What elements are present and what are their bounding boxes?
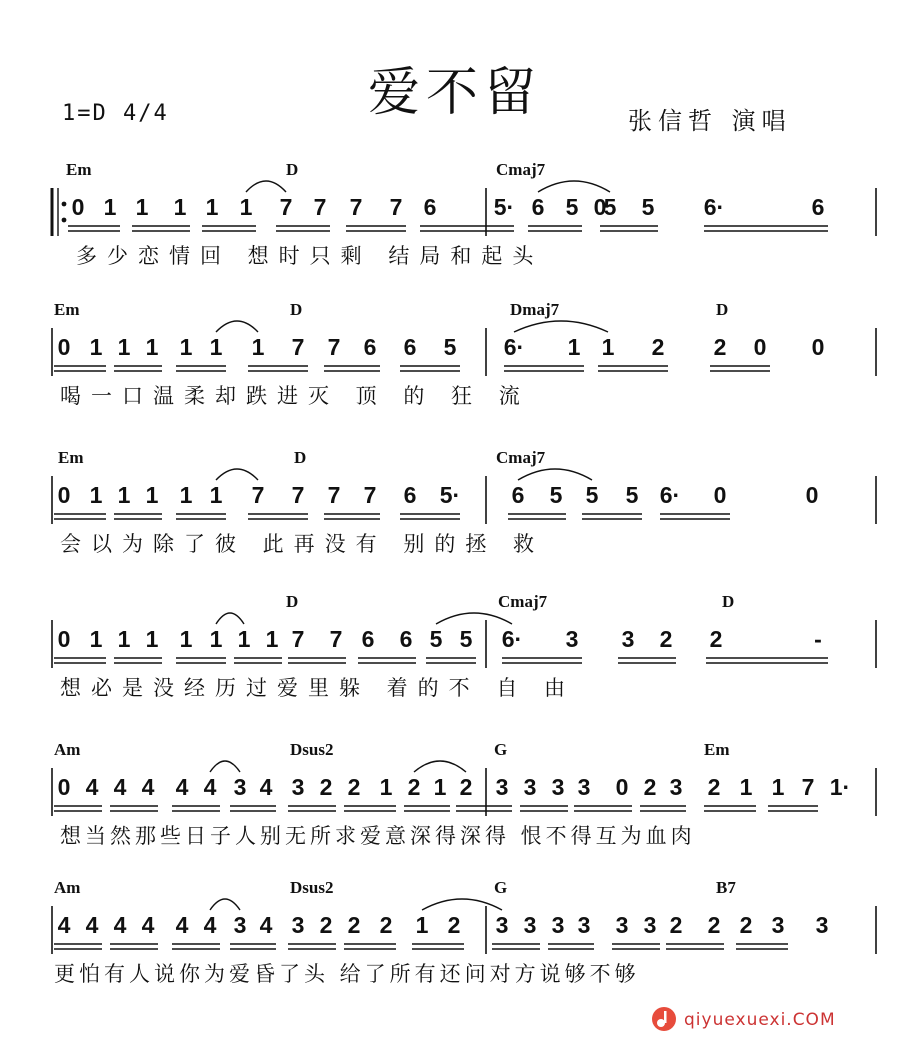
note: 3 xyxy=(523,912,537,938)
note: 3 xyxy=(291,774,305,800)
note: 1 xyxy=(179,334,193,360)
note: 2 xyxy=(651,334,665,360)
note: 2 xyxy=(319,912,333,938)
note: 5 xyxy=(429,626,443,652)
note: 6· xyxy=(503,334,525,360)
note: 4 xyxy=(85,774,99,800)
note: 1 xyxy=(601,334,615,360)
chord-symbol: Em xyxy=(704,740,730,759)
note: 2 xyxy=(713,334,727,360)
note: 2 xyxy=(739,912,753,938)
note: 2 xyxy=(447,912,461,938)
note: 3 xyxy=(643,912,657,938)
lyric-line: 多少恋情回 想时只剩 结局和起头 xyxy=(76,244,544,268)
note: 7 xyxy=(327,334,341,360)
note: 3 xyxy=(815,912,829,938)
chord-symbol: D xyxy=(722,592,735,611)
note: 7 xyxy=(291,626,305,652)
note: 2 xyxy=(347,912,361,938)
note: 6 xyxy=(511,482,525,508)
note: 3 xyxy=(233,912,247,938)
lyric-line: 喝一口温柔却跌进灭 顶 的 狂 流 xyxy=(60,384,530,408)
note: 5· xyxy=(493,194,515,220)
note: 1 xyxy=(237,626,251,652)
note: 4 xyxy=(259,774,273,800)
watermark-logo-icon xyxy=(650,1005,678,1033)
note: 1 xyxy=(415,912,429,938)
repeat-dot xyxy=(62,202,67,207)
note: 6 xyxy=(399,626,413,652)
lyric-line: 更怕有人说你为爱昏了头 给了所有还问对方说够不够 xyxy=(54,962,640,986)
note: 4 xyxy=(203,912,217,938)
note: 1 xyxy=(89,626,103,652)
repeat-dot xyxy=(62,218,67,223)
note: 7 xyxy=(329,626,343,652)
chord-symbol: Em xyxy=(66,160,92,179)
note: 0 xyxy=(753,334,767,360)
tie-arc xyxy=(216,613,244,624)
note: 0 xyxy=(71,194,85,220)
chord-symbol: G xyxy=(494,878,508,897)
note: 5· xyxy=(439,482,461,508)
note: 6· xyxy=(659,482,681,508)
tie-arc xyxy=(216,321,258,332)
tie-arc xyxy=(514,321,608,332)
chord-symbol: Cmaj7 xyxy=(496,160,546,179)
lyric-line: 想必是没经历过爱里躲 着的不 自 由 xyxy=(60,676,576,700)
note: 1 xyxy=(251,334,265,360)
key-signature: 1=D 4/4 xyxy=(62,101,169,126)
note: 0 xyxy=(57,334,71,360)
note: 4 xyxy=(203,774,217,800)
note: 7 xyxy=(291,482,305,508)
note: 3 xyxy=(551,774,565,800)
tie-arc xyxy=(210,899,240,910)
note: 2 xyxy=(319,774,333,800)
note: 1 xyxy=(89,482,103,508)
note: 6 xyxy=(403,334,417,360)
note: 3 xyxy=(565,626,579,652)
note: 2 xyxy=(643,774,657,800)
note: 2 xyxy=(459,774,473,800)
note: 1 xyxy=(209,626,223,652)
note: 1 xyxy=(739,774,753,800)
note: 1 xyxy=(209,482,223,508)
note: 5 xyxy=(565,194,579,220)
tie-arc xyxy=(422,899,502,910)
note: 6 xyxy=(423,194,437,220)
note: 6· xyxy=(703,194,725,220)
note: 3 xyxy=(577,774,591,800)
note: 7 xyxy=(327,482,341,508)
note: 1 xyxy=(239,194,253,220)
note: 5 xyxy=(443,334,457,360)
note: 3 xyxy=(621,626,635,652)
note: 1 xyxy=(173,194,187,220)
chord-symbol: Am xyxy=(54,878,81,897)
note: 1 xyxy=(433,774,447,800)
chord-symbol: Dsus2 xyxy=(290,878,334,897)
note: 4 xyxy=(85,912,99,938)
chord-symbol: Em xyxy=(54,300,80,319)
chord-symbol: D xyxy=(294,448,307,467)
tie-arc xyxy=(216,469,258,480)
chord-symbol: Dsus2 xyxy=(290,740,334,759)
watermark: qiyuexuexi.COM xyxy=(684,1010,836,1030)
note: 2 xyxy=(709,626,723,652)
note: 2 xyxy=(347,774,361,800)
note: 4 xyxy=(113,912,127,938)
note: 7 xyxy=(349,194,363,220)
lyric-line: 想当然那些日子人别无所求爱意深得深得 恨不得互为血肉 xyxy=(60,824,696,848)
lyric-line: 会以为除了彼 此再没有 别的拯 救 xyxy=(60,532,545,556)
note: 7 xyxy=(291,334,305,360)
singer-credit: 张信哲 演唱 xyxy=(628,107,792,135)
note: 2 xyxy=(707,912,721,938)
note: 0 xyxy=(57,482,71,508)
note: - xyxy=(814,626,822,652)
note: 6 xyxy=(811,194,825,220)
note: 1 xyxy=(89,334,103,360)
note: 1· xyxy=(829,774,851,800)
chord-symbol: Cmaj7 xyxy=(498,592,548,611)
note: 3 xyxy=(523,774,537,800)
note: 1 xyxy=(145,626,159,652)
note: 1 xyxy=(379,774,393,800)
chord-symbol: D xyxy=(286,592,299,611)
note: 6 xyxy=(363,334,377,360)
note: 4 xyxy=(141,774,155,800)
note: 6· xyxy=(501,626,523,652)
note: 1 xyxy=(209,334,223,360)
note: 5 xyxy=(625,482,639,508)
note: 1 xyxy=(179,626,193,652)
chord-symbol: Cmaj7 xyxy=(496,448,546,467)
note: 1 xyxy=(135,194,149,220)
note: 7 xyxy=(363,482,377,508)
note: 1 xyxy=(117,626,131,652)
note: 0 xyxy=(57,774,71,800)
note: 4 xyxy=(175,774,189,800)
note: 4 xyxy=(141,912,155,938)
tie-arc xyxy=(538,181,610,192)
note: 6 xyxy=(361,626,375,652)
chord-symbol: Am xyxy=(54,740,81,759)
note: 4 xyxy=(57,912,71,938)
chord-symbol: Em xyxy=(58,448,84,467)
note: 7 xyxy=(389,194,403,220)
note: 3 xyxy=(577,912,591,938)
note: 5 xyxy=(585,482,599,508)
note: 3 xyxy=(669,774,683,800)
note: 3 xyxy=(771,912,785,938)
song-title: 爱不留 xyxy=(367,63,542,123)
note: 0 xyxy=(713,482,727,508)
note: 1 xyxy=(103,194,117,220)
note: 1 xyxy=(117,482,131,508)
note: 6 xyxy=(403,482,417,508)
note: 2 xyxy=(379,912,393,938)
note: 1 xyxy=(771,774,785,800)
tie-arc xyxy=(210,761,240,772)
note: 5 xyxy=(641,194,655,220)
note: 2 xyxy=(669,912,683,938)
tie-arc xyxy=(518,469,592,480)
note: 3 xyxy=(551,912,565,938)
chord-symbol: B7 xyxy=(716,878,736,897)
note: 2 xyxy=(659,626,673,652)
note: 0 xyxy=(593,194,607,220)
note: 2 xyxy=(707,774,721,800)
note: 1 xyxy=(179,482,193,508)
chord-symbol: G xyxy=(494,740,508,759)
note: 0 xyxy=(615,774,629,800)
tie-arc xyxy=(436,613,512,624)
note: 3 xyxy=(495,912,509,938)
note: 3 xyxy=(291,912,305,938)
note: 4 xyxy=(113,774,127,800)
note: 1 xyxy=(145,334,159,360)
note: 1 xyxy=(117,334,131,360)
note: 3 xyxy=(495,774,509,800)
note: 5 xyxy=(549,482,563,508)
tie-arc xyxy=(246,181,286,192)
note: 0 xyxy=(57,626,71,652)
note: 4 xyxy=(259,912,273,938)
note: 6 xyxy=(531,194,545,220)
note: 1 xyxy=(265,626,279,652)
chord-symbol: Dmaj7 xyxy=(510,300,560,319)
note: 1 xyxy=(205,194,219,220)
note: 1 xyxy=(145,482,159,508)
note: 2 xyxy=(407,774,421,800)
note: 7 xyxy=(251,482,265,508)
note: 0 xyxy=(805,482,819,508)
note: 7 xyxy=(801,774,815,800)
note: 4 xyxy=(175,912,189,938)
note: 5 xyxy=(459,626,473,652)
note: 7 xyxy=(279,194,293,220)
note: 3 xyxy=(615,912,629,938)
note: 3 xyxy=(233,774,247,800)
chord-symbol: D xyxy=(716,300,729,319)
tie-arc xyxy=(414,761,466,772)
chord-symbol: D xyxy=(290,300,303,319)
note: 1 xyxy=(567,334,581,360)
note: 7 xyxy=(313,194,327,220)
note: 5 xyxy=(603,194,617,220)
chord-symbol: D xyxy=(286,160,299,179)
note: 0 xyxy=(811,334,825,360)
